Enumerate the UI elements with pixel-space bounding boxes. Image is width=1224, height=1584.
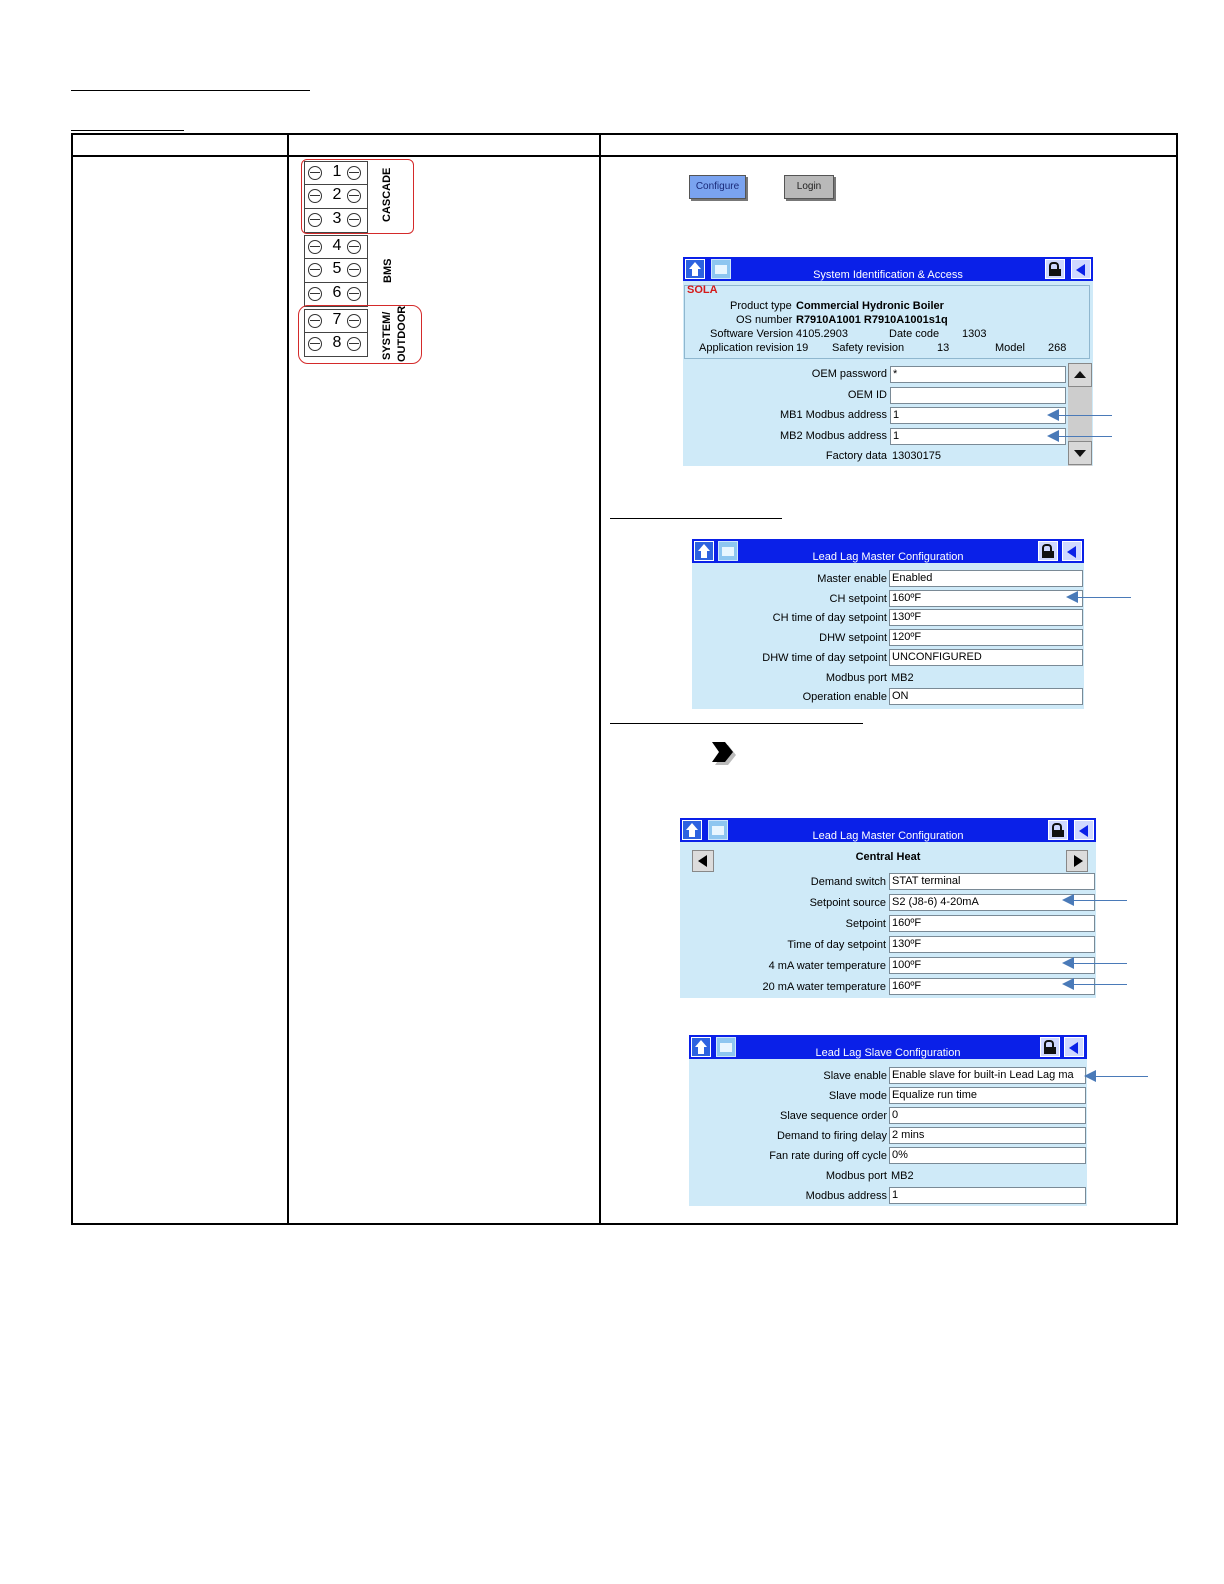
heading-underline (71, 90, 310, 91)
terminal-8: 8 (304, 333, 368, 357)
master-enable-field[interactable]: Enabled (889, 570, 1083, 587)
time-of-day-setpoint-label: Time of day setpoint (787, 939, 886, 951)
screen1-title: System Identification & Access (813, 269, 963, 281)
screen4-title: Lead Lag Slave Configuration (815, 1047, 961, 1059)
setpoint-source-label: Setpoint source (809, 897, 886, 909)
factory-data-label: Factory data (825, 450, 887, 462)
dhw-setpoint-label: DHW setpoint (819, 632, 887, 644)
lock-icon[interactable] (1040, 1037, 1060, 1057)
screen1-titlebar (683, 257, 1093, 281)
20ma-callout-line (1072, 984, 1127, 985)
back-icon[interactable] (1062, 541, 1082, 561)
operation-enable-field[interactable]: ON (889, 688, 1083, 705)
sola-brand: SOLA (687, 284, 718, 296)
os-number-value: R7910A1001 R7910A1001s1q (796, 314, 948, 326)
system-outdoor-highlight-box (298, 305, 422, 364)
dhw-time-of-day-setpoint-field[interactable]: UNCONFIGURED (889, 649, 1083, 666)
next-page-button[interactable] (1066, 850, 1088, 872)
4ma-callout-line (1072, 963, 1127, 964)
oem-id-field[interactable] (890, 387, 1066, 404)
software-version-value: 4105.2903 (796, 328, 848, 340)
terminal-4: 4 (304, 235, 368, 259)
ch-setpoint-field[interactable]: 160ºF (889, 590, 1083, 607)
demand-to-firing-delay-label: Demand to firing delay (776, 1130, 887, 1142)
setpoint-source-callout-line (1072, 900, 1127, 901)
20ma-water-temperature-label: 20 mA water temperature (762, 981, 886, 993)
table-header-divider (71, 155, 1177, 157)
oem-password-label: OEM password (811, 368, 887, 380)
master-enable-label: Master enable (817, 573, 887, 585)
table-col-divider-1 (287, 133, 289, 1225)
ch-setpoint-callout-line (1076, 597, 1131, 598)
demand-switch-label: Demand switch (810, 876, 886, 888)
screen3-title: Lead Lag Master Configuration (812, 830, 964, 842)
modbus-port-value: MB2 (891, 672, 914, 684)
os-number-label: OS number (736, 314, 793, 326)
mb2-modbus-address-field[interactable]: 1 (890, 428, 1066, 445)
lock-icon[interactable] (1045, 259, 1065, 279)
model-label: Model (995, 342, 1025, 354)
terminal-7: 7 (304, 309, 368, 333)
mb1-modbus-address-field[interactable]: 1 (890, 407, 1066, 424)
subheading-underline (71, 130, 184, 131)
slave-enable-callout-line (1094, 1076, 1148, 1077)
slave-mode-label: Slave mode (828, 1090, 887, 1102)
slave-sequence-order-label: Slave sequence order (779, 1110, 887, 1122)
lead-lag-slave-screen (689, 1035, 1087, 1206)
slave-modbus-port-value: MB2 (891, 1170, 914, 1182)
lead-lag-central-heat-screen (680, 818, 1096, 998)
system-identification-screen (683, 257, 1093, 466)
date-code-label: Date code (889, 328, 940, 340)
table-col-divider-2 (599, 133, 601, 1225)
screen2-title: Lead Lag Master Configuration (812, 551, 964, 563)
slave-enable-label: Slave enable (823, 1070, 887, 1082)
app-revision-value: 19 (796, 342, 809, 354)
slave-modbus-address-field[interactable]: 1 (889, 1187, 1086, 1204)
product-type-value: Commercial Hydronic Boiler (796, 300, 944, 312)
fan-rate-off-cycle-label: Fan rate during off cycle (769, 1150, 887, 1162)
setpoint-field[interactable]: 160ºF (889, 915, 1095, 932)
central-heat-subtitle: Central Heat (855, 851, 921, 863)
4ma-water-temperature-label: 4 mA water temperature (768, 960, 886, 972)
ch-setpoint-label: CH setpoint (829, 593, 887, 605)
terminal-5: 5 (304, 259, 368, 283)
back-icon[interactable] (1071, 259, 1091, 279)
slave-enable-field[interactable]: Enable slave for built-in Lead Lag ma (889, 1067, 1086, 1084)
app-revision-label: Application revision (699, 342, 794, 354)
software-version-label: Software Version (710, 328, 794, 340)
operation-enable-label: Operation enable (802, 691, 887, 703)
slave-mode-field[interactable]: Equalize run time (889, 1087, 1086, 1104)
table-left-border (71, 133, 73, 1225)
product-type-label: Product type (730, 300, 792, 312)
cascade-highlight-box (301, 159, 414, 234)
terminal-3: 3 (304, 209, 368, 233)
setpoint-source-field[interactable]: S2 (J8-6) 4-20mA (889, 894, 1095, 911)
terminal-6: 6 (304, 283, 368, 307)
table-right-border (1176, 133, 1178, 1225)
oem-password-field[interactable]: * (890, 366, 1066, 383)
bms-label: BMS (382, 258, 394, 283)
mb1-modbus-address-label: MB1 Modbus address (780, 409, 887, 421)
table-bottom-border (71, 1223, 1177, 1225)
configure-button[interactable]: Configure (689, 175, 746, 199)
mb1-callout-line (1057, 415, 1112, 416)
table-top-border (71, 133, 1177, 135)
20ma-water-temperature-field[interactable]: 160ºF (889, 978, 1095, 995)
scroll-up-icon[interactable] (1068, 363, 1092, 387)
4ma-water-temperature-field[interactable]: 100ºF (889, 957, 1095, 974)
time-of-day-setpoint-field[interactable]: 130ºF (889, 936, 1095, 953)
lock-icon[interactable] (1038, 541, 1058, 561)
screen3-titlebar (680, 818, 1096, 842)
safety-revision-value: 13 (937, 342, 950, 354)
mb2-modbus-address-label: MB2 Modbus address (780, 430, 887, 442)
section-underline-1 (610, 518, 782, 519)
screen4-titlebar (689, 1035, 1087, 1059)
date-code-value: 1303 (962, 328, 987, 340)
next-arrow-icon[interactable] (711, 741, 739, 767)
terminal-2: 2 (304, 185, 368, 209)
dhw-time-of-day-setpoint-label: DHW time of day setpoint (762, 652, 887, 664)
screen2-titlebar (692, 539, 1084, 563)
cascade-label: CASCADE (381, 167, 393, 222)
login-button[interactable]: Login (784, 175, 834, 199)
factory-data-value: 13030175 (892, 450, 941, 462)
terminal-1: 1 (304, 161, 368, 185)
system-outdoor-label-2: OUTDOOR (396, 305, 408, 362)
scroll-down-icon[interactable] (1068, 441, 1092, 465)
fan-rate-off-cycle-field[interactable]: 0% (889, 1147, 1086, 1164)
oem-id-label: OEM ID (847, 389, 887, 401)
section-underline-2 (610, 723, 863, 724)
demand-to-firing-delay-field[interactable]: 2 mins (889, 1127, 1086, 1144)
lead-lag-master-screen (692, 539, 1084, 709)
model-value: 268 (1048, 342, 1067, 354)
slave-sequence-order-field[interactable]: 0 (889, 1107, 1086, 1124)
back-icon[interactable] (1074, 820, 1094, 840)
modbus-port-label: Modbus port (825, 672, 887, 684)
setpoint-label: Setpoint (845, 918, 886, 930)
demand-switch-field[interactable]: STAT terminal (889, 873, 1095, 890)
dhw-setpoint-field[interactable]: 120ºF (889, 629, 1083, 646)
slave-modbus-port-label: Modbus port (825, 1170, 887, 1182)
slave-modbus-address-label: Modbus address (805, 1190, 887, 1202)
system-outdoor-label-1: SYSTEM/ (381, 311, 393, 360)
back-icon[interactable] (1064, 1037, 1084, 1057)
ch-time-of-day-setpoint-field[interactable]: 130ºF (889, 609, 1083, 626)
ch-time-of-day-setpoint-label: CH time of day setpoint (772, 612, 887, 624)
safety-revision-label: Safety revision (832, 342, 905, 354)
lock-icon[interactable] (1048, 820, 1068, 840)
mb2-callout-line (1057, 436, 1112, 437)
